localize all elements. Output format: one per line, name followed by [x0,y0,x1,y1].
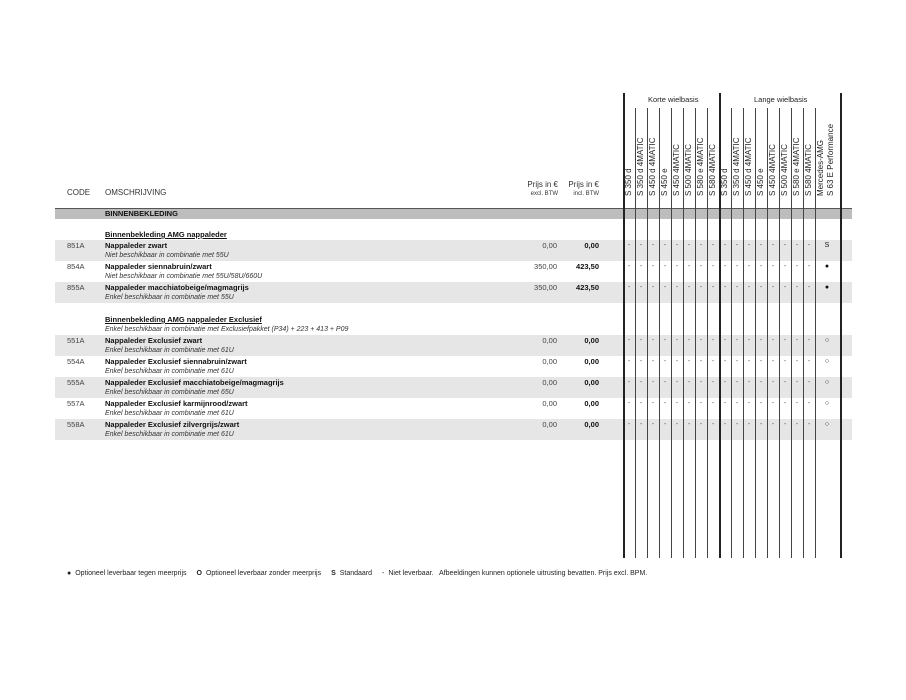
row-code: 855A [67,283,85,292]
column-divider [707,108,708,558]
amg-availability-cell: ● [824,263,830,270]
availability-cell: - [639,400,643,407]
table-row [55,356,852,377]
availability-cell: - [771,421,775,428]
not-available-symbol: - [382,570,385,577]
availability-cell: - [723,284,727,291]
row-note: Enkel beschikbaar in combinatie met 65U [105,389,234,396]
availability-cell: - [795,284,799,291]
column-divider [767,108,768,558]
model-column-header: S 350 d 4MATIC [636,137,645,196]
amg-availability-cell: ○ [824,421,830,428]
column-divider [623,93,625,558]
availability-cell: - [711,421,715,428]
availability-cell: - [711,337,715,344]
availability-cell: - [747,379,751,386]
availability-cell: - [771,379,775,386]
availability-cell: - [663,358,667,365]
row-price-excl: 0,00 [542,378,557,387]
row-price-excl: 0,00 [542,357,557,366]
availability-cell: - [675,242,679,249]
availability-cell: - [663,421,667,428]
availability-cell: - [687,400,691,407]
row-note: Enkel beschikbaar in combinatie met 61U [105,368,234,375]
availability-cell: - [807,358,811,365]
availability-cell: - [663,263,667,270]
availability-cell: - [735,358,739,365]
availability-cell: - [663,242,667,249]
row-note: Enkel beschikbaar in combinatie met 55U [105,294,234,301]
row-name: Nappaleder Exclusief karmijnrood/zwart [105,399,248,408]
availability-cell: - [723,337,727,344]
availability-cell: - [651,337,655,344]
availability-cell: - [783,358,787,365]
legend-disclaimer: Afbeeldingen kunnen optionele uitrusting bevatten. Prijs excl. BPM. [439,570,648,577]
amg-availability-cell: ● [824,284,830,291]
column-divider [743,108,744,558]
table-row [55,240,852,261]
availability-cell: - [699,242,703,249]
availability-cell: - [807,263,811,270]
amg-model-header-line1: Mercedes-AMG [816,139,825,196]
legend-standard: Standaard [339,570,373,577]
availability-cell: - [783,284,787,291]
group-title: Binnenbekleding AMG nappaleder [105,230,227,239]
availability-cell: - [687,242,691,249]
availability-cell: - [675,421,679,428]
availability-cell: - [723,400,727,407]
column-divider [731,108,732,558]
row-note: Enkel beschikbaar in combinatie met 61U [105,431,234,438]
availability-cell: - [747,284,751,291]
price-excl-label: Prijs in € [527,180,558,189]
row-name: Nappaleder Exclusief macchiatobeige/magmagrijs [105,378,284,387]
availability-cell: - [639,263,643,270]
availability-cell: - [639,421,643,428]
availability-cell: - [783,263,787,270]
legend [67,570,651,577]
row-price-incl: 0,00 [584,336,599,345]
availability-cell: - [639,337,643,344]
availability-cell: - [627,421,631,428]
amg-availability-cell: ○ [824,379,830,386]
availability-cell: - [663,400,667,407]
availability-cell: - [795,379,799,386]
model-column-header: S 580 e 4MATIC [792,137,801,196]
column-divider [647,108,648,558]
model-column-header: S 450 4MATIC [768,144,777,196]
model-column-header: S 450 e [756,168,765,196]
row-price-incl: 0,00 [584,420,599,429]
standard-symbol: S [331,570,336,577]
model-column-header: S 580 4MATIC [708,144,717,196]
availability-cell: - [687,421,691,428]
availability-cell: - [807,284,811,291]
table-row [55,377,852,398]
availability-cell: - [759,242,763,249]
availability-cell: - [783,400,787,407]
availability-cell: - [651,379,655,386]
column-divider [683,108,684,558]
row-name: Nappaleder Exclusief siennabruin/zwart [105,357,247,366]
column-divider [695,108,696,558]
availability-cell: - [699,421,703,428]
availability-cell: - [627,358,631,365]
row-name: Nappaleder siennabruin/zwart [105,262,212,271]
availability-cell: - [735,421,739,428]
availability-cell: - [759,263,763,270]
row-price-excl: 350,00 [534,262,557,271]
row-name: Nappaleder Exclusief zwart [105,336,203,345]
availability-cell: - [663,337,667,344]
price-incl-sub: incl. BTW [573,191,599,197]
optional-free-symbol: O [196,570,202,577]
model-column-header: S 350 d [720,168,729,196]
availability-cell: - [771,242,775,249]
availability-cell: - [627,242,631,249]
availability-cell: - [795,421,799,428]
availability-cell: - [795,358,799,365]
table-row [55,398,852,419]
availability-cell: - [783,337,787,344]
availability-cell: - [663,284,667,291]
availability-cell: - [759,358,763,365]
group-note: Enkel beschikbaar in combinatie met Exclusiefpakket (P34) + 223 + 413 + P09 [105,326,349,333]
model-column-header: S 350 d 4MATIC [732,137,741,196]
availability-cell: - [735,263,739,270]
availability-cell: - [759,421,763,428]
availability-cell: - [627,263,631,270]
row-price-incl: 0,00 [584,399,599,408]
availability-cell: - [711,400,715,407]
row-code: 557A [67,399,85,408]
column-header-code: CODE [67,188,91,197]
availability-cell: - [723,358,727,365]
availability-cell: - [687,337,691,344]
availability-cell: - [771,400,775,407]
model-column-header: S 450 4MATIC [672,144,681,196]
model-column-header: S 580 e 4MATIC [696,137,705,196]
availability-cell: - [651,421,655,428]
row-price-incl: 423,50 [576,283,599,292]
availability-cell: - [795,400,799,407]
availability-cell: - [675,284,679,291]
availability-cell: - [807,400,811,407]
row-price-incl: 0,00 [584,241,599,250]
availability-cell: - [675,337,679,344]
availability-cell: - [687,358,691,365]
availability-cell: - [723,242,727,249]
table-row [55,419,852,440]
availability-cell: - [759,400,763,407]
availability-cell: - [675,400,679,407]
row-code: 554A [67,357,85,366]
availability-cell: - [699,379,703,386]
model-column-header: S 500 4MATIC [780,144,789,196]
availability-cell: - [771,337,775,344]
availability-cell: - [639,379,643,386]
availability-cell: - [651,400,655,407]
availability-cell: - [627,400,631,407]
availability-cell: - [759,379,763,386]
availability-cell: - [687,379,691,386]
column-divider [779,108,780,558]
availability-cell: - [687,284,691,291]
availability-cell: - [759,284,763,291]
amg-availability-cell: ○ [824,358,830,365]
row-name: Nappaleder macchiatobeige/magmagrijs [105,283,249,292]
availability-cell: - [747,337,751,344]
availability-cell: - [795,242,799,249]
price-excl-sub: excl. BTW [530,191,558,197]
optional-paid-symbol: ● [67,570,72,577]
legend-optional-free: Optioneel leverbaar zonder meerprijs [205,570,322,577]
column-header-price-incl [549,180,599,198]
column-divider [755,108,756,558]
price-incl-label: Prijs in € [568,180,599,189]
availability-cell: - [639,358,643,365]
column-divider [671,108,672,558]
availability-cell: - [807,337,811,344]
availability-cell: - [687,263,691,270]
availability-cell: - [723,421,727,428]
section-title: BINNENBEKLEDING [105,209,178,218]
availability-cell: - [735,284,739,291]
availability-cell: - [771,284,775,291]
row-note: Niet beschikbaar in combinatie met 55U/58U/660U [105,273,263,280]
availability-cell: - [651,263,655,270]
model-column-header: S 450 d 4MATIC [648,137,657,196]
model-column-header: S 450 d 4MATIC [744,137,753,196]
availability-cell: - [771,358,775,365]
column-header-description: OMSCHRIJVING [105,188,167,197]
availability-cell: - [627,284,631,291]
availability-cell: - [783,242,787,249]
availability-cell: - [711,242,715,249]
column-divider [803,108,804,558]
availability-cell: - [807,421,811,428]
row-price-incl: 423,50 [576,262,599,271]
column-divider [635,108,636,558]
availability-cell: - [663,379,667,386]
availability-cell: - [783,421,787,428]
availability-cell: - [699,400,703,407]
legend-optional-paid: Optioneel leverbaar tegen meerprijs [75,570,187,577]
availability-cell: - [735,400,739,407]
row-note: Enkel beschikbaar in combinatie met 61U [105,347,234,354]
row-name: Nappaleder zwart [105,241,168,250]
table-row [55,282,852,303]
availability-cell: - [627,337,631,344]
row-name: Nappaleder Exclusief zilvergrijs/zwart [105,420,240,429]
availability-cell: - [747,242,751,249]
table-row [55,335,852,356]
availability-cell: - [783,379,787,386]
row-note: Niet beschikbaar in combinatie met 55U [105,252,229,259]
row-price-excl: 0,00 [542,420,557,429]
availability-cell: - [795,263,799,270]
model-column-header: S 350 d [624,168,633,196]
availability-cell: - [627,379,631,386]
column-divider [791,108,792,558]
group-title: Binnenbekleding AMG nappaleder Exclusief [105,315,262,324]
column-divider [719,93,721,558]
availability-cell: - [735,337,739,344]
table-row [55,261,852,282]
availability-cell: - [699,284,703,291]
availability-cell: - [651,358,655,365]
availability-cell: - [675,379,679,386]
availability-cell: - [747,421,751,428]
availability-cell: - [711,284,715,291]
row-price-incl: 0,00 [584,357,599,366]
row-price-incl: 0,00 [584,378,599,387]
availability-cell: - [747,400,751,407]
availability-cell: - [735,379,739,386]
column-divider [659,108,660,558]
row-code: 551A [67,336,85,345]
availability-cell: - [807,379,811,386]
availability-cell: - [723,379,727,386]
group-label-short-wheelbase: Korte wielbasis [648,95,699,104]
amg-availability-cell: ○ [824,400,830,407]
row-code: 851A [67,241,85,250]
availability-cell: - [651,242,655,249]
model-column-header: S 500 4MATIC [684,144,693,196]
amg-availability-cell: S [824,242,830,249]
availability-cell: - [711,379,715,386]
availability-cell: - [795,337,799,344]
model-column-header: S 450 e [660,168,669,196]
availability-cell: - [699,263,703,270]
amg-availability-cell: ○ [824,337,830,344]
availability-cell: - [699,337,703,344]
availability-cell: - [759,337,763,344]
row-price-excl: 350,00 [534,283,557,292]
availability-cell: - [711,358,715,365]
availability-cell: - [747,263,751,270]
availability-cell: - [711,263,715,270]
availability-cell: - [747,358,751,365]
row-note: Enkel beschikbaar in combinatie met 61U [105,410,234,417]
availability-cell: - [807,242,811,249]
row-code: 854A [67,262,85,271]
availability-cell: - [723,263,727,270]
availability-cell: - [651,284,655,291]
availability-cell: - [771,263,775,270]
availability-cell: - [735,242,739,249]
availability-cell: - [699,358,703,365]
amg-model-header-line2: S 63 E Performance [826,123,835,196]
availability-cell: - [639,284,643,291]
row-code: 555A [67,378,85,387]
availability-cell: - [675,358,679,365]
availability-cell: - [639,242,643,249]
row-code: 558A [67,420,85,429]
row-price-excl: 0,00 [542,336,557,345]
row-price-excl: 0,00 [542,399,557,408]
model-column-header: S 580 4MATIC [804,144,813,196]
row-price-excl: 0,00 [542,241,557,250]
group-label-long-wheelbase: Lange wielbasis [754,95,808,104]
legend-not-available: Niet leverbaar. [388,570,434,577]
column-divider [815,108,816,558]
availability-cell: - [675,263,679,270]
column-divider [840,93,842,558]
